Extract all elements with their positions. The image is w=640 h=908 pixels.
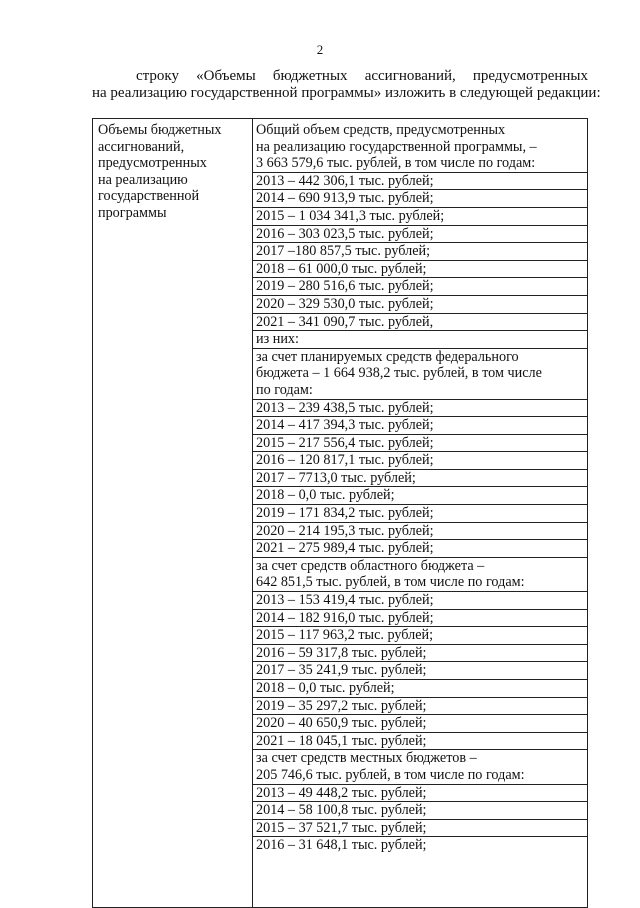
- value-line: 205 746,6 тыс. рублей, в том числе по годам:: [253, 767, 587, 785]
- value-line: 2018 – 0,0 тыс. рублей;: [253, 680, 587, 698]
- value-line: 2019 – 280 516,6 тыс. рублей;: [253, 278, 587, 296]
- value-line: 2013 – 49 448,2 тыс. рублей;: [253, 785, 587, 803]
- value-line: 2020 – 40 650,9 тыс. рублей;: [253, 715, 587, 733]
- page-number: 2: [316, 42, 324, 57]
- value-line: 2021 – 275 989,4 тыс. рублей;: [253, 540, 587, 558]
- value-line: 2016 – 303 023,5 тыс. рублей;: [253, 226, 587, 244]
- row-value-cell: [253, 119, 588, 908]
- intro-word: строку: [136, 68, 179, 84]
- value-line: 2018 – 61 000,0 тыс. рублей;: [253, 261, 587, 279]
- value-line: 2016 – 120 817,1 тыс. рублей;: [253, 452, 587, 470]
- value-line: из них:: [253, 331, 587, 349]
- value-line: 2015 – 217 556,4 тыс. рублей;: [253, 435, 587, 453]
- budget-table: [92, 118, 588, 908]
- value-line: 2015 – 117 963,2 тыс. рублей;: [253, 627, 587, 645]
- value-line: 2015 – 1 034 341,3 тыс. рублей;: [253, 208, 587, 226]
- value-line: 2019 – 35 297,2 тыс. рублей;: [253, 698, 587, 716]
- intro-word: ассигнований,: [364, 68, 456, 84]
- label-line: ассигнований,: [98, 138, 185, 155]
- value-line: за счет средств областного бюджета –: [256, 557, 485, 574]
- value-line: 2013 – 239 438,5 тыс. рублей;: [253, 400, 587, 418]
- value-line: 2013 – 153 419,4 тыс. рублей;: [253, 592, 587, 610]
- value-line: 2015 – 37 521,7 тыс. рублей;: [253, 820, 587, 838]
- value-line: 2013 – 442 306,1 тыс. рублей;: [253, 173, 587, 191]
- label-line: государственной: [98, 188, 200, 205]
- value-line: 2021 – 18 045,1 тыс. рублей;: [253, 733, 587, 751]
- value-line: 2017 –180 857,5 тыс. рублей;: [253, 243, 587, 261]
- intro-word: предусмотренных: [472, 68, 588, 84]
- value-line: 3 663 579,6 тыс. рублей, в том числе по годам:: [253, 155, 587, 173]
- table-row: [93, 119, 588, 908]
- value-line: 2020 – 214 195,3 тыс. рублей;: [253, 523, 587, 541]
- value-line: за счет средств местных бюджетов –: [256, 750, 477, 767]
- value-line: 2016 – 31 648,1 тыс. рублей;: [256, 837, 427, 854]
- intro-line-2: на реализацию государственной программы» изложить в следующей редакции:: [92, 85, 601, 101]
- label-line: на реализацию: [98, 171, 188, 188]
- intro-word: «Объемы: [196, 68, 256, 84]
- value-line: 2014 – 417 394,3 тыс. рублей;: [253, 417, 587, 435]
- value-line: на реализацию государственной программы, –: [256, 138, 537, 155]
- value-line: 2016 – 59 317,8 тыс. рублей;: [253, 645, 587, 663]
- label-line: предусмотренных: [98, 155, 207, 172]
- value-line: по годам:: [253, 382, 587, 400]
- row-label-cell: [93, 119, 253, 908]
- value-line: 2017 – 7713,0 тыс. рублей;: [253, 470, 587, 488]
- value-line: 2014 – 690 913,9 тыс. рублей;: [253, 190, 587, 208]
- intro-line-1: [92, 68, 588, 85]
- value-line: 2021 – 341 090,7 тыс. рублей,: [253, 314, 587, 332]
- label-line: программы: [98, 204, 167, 221]
- value-line: 2017 – 35 241,9 тыс. рублей;: [253, 662, 587, 680]
- label-line: Объемы бюджетных: [98, 122, 222, 138]
- value-line: 2020 – 329 530,0 тыс. рублей;: [253, 296, 587, 314]
- intro-paragraph: [92, 68, 601, 102]
- value-line: 642 851,5 тыс. рублей, в том числе по годам:: [253, 574, 587, 592]
- value-line: 2014 – 182 916,0 тыс. рублей;: [253, 610, 587, 628]
- value-line: Общий объем средств, предусмотренных: [256, 122, 506, 138]
- value-line: 2019 – 171 834,2 тыс. рублей;: [253, 505, 587, 523]
- value-line: 2014 – 58 100,8 тыс. рублей;: [253, 802, 587, 820]
- value-line: 2018 – 0,0 тыс. рублей;: [253, 487, 587, 505]
- value-line: за счет планируемых средств федерального: [256, 348, 519, 365]
- value-line: бюджета – 1 664 938,2 тыс. рублей, в том числе: [256, 365, 542, 382]
- intro-word: бюджетных: [272, 68, 348, 84]
